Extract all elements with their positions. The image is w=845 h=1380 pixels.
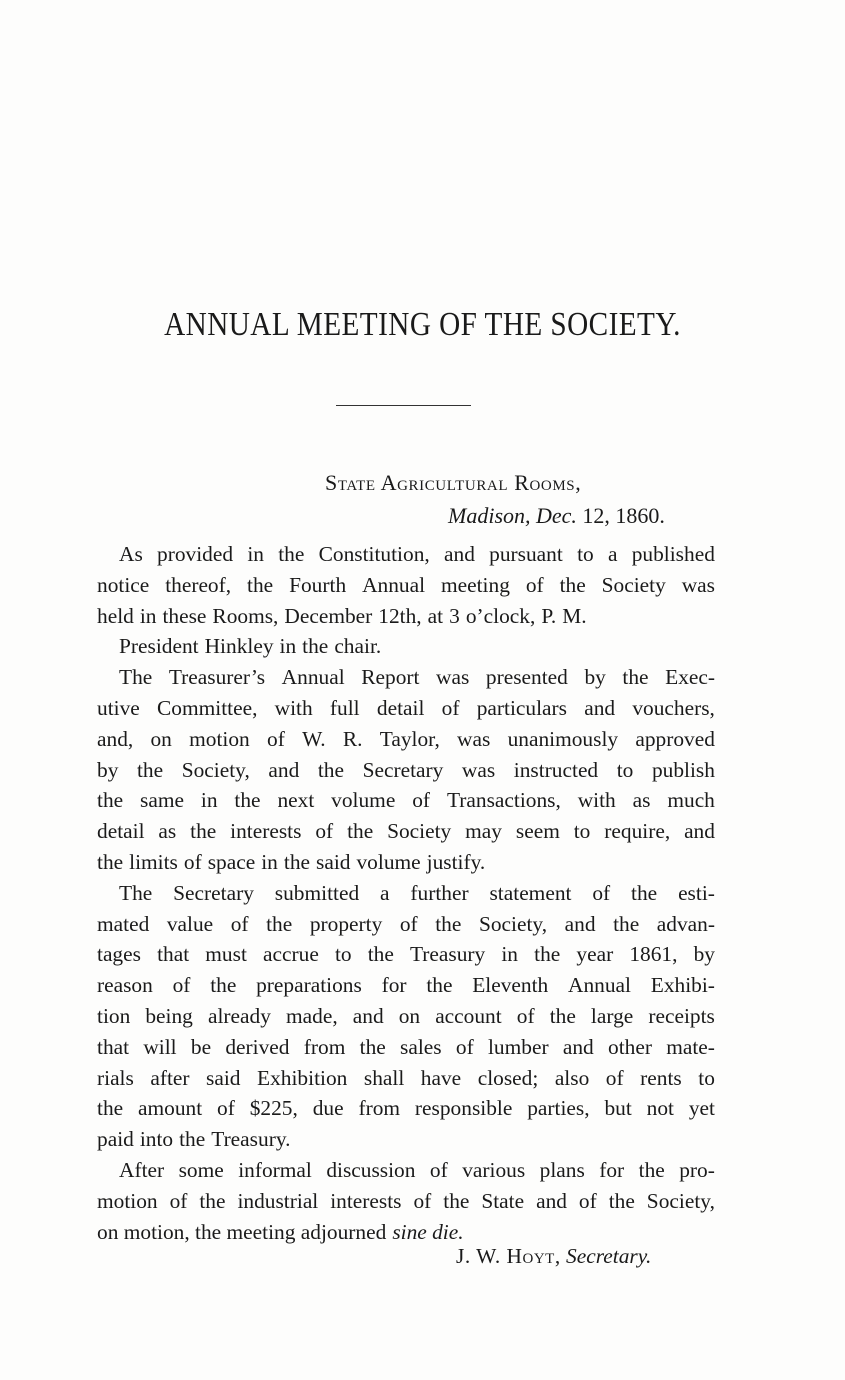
word: various <box>462 1157 526 1182</box>
word: Annual <box>281 665 345 690</box>
word: the <box>317 757 344 782</box>
word: and <box>564 911 596 936</box>
word: advan- <box>656 911 715 936</box>
word: mated <box>97 911 150 936</box>
word: full <box>329 695 360 720</box>
word: for <box>599 1157 625 1182</box>
word: amount <box>138 1096 203 1121</box>
word: interests <box>230 819 302 844</box>
word: After <box>119 1157 165 1182</box>
word: $225, <box>249 1096 298 1121</box>
word: 3 <box>449 603 460 628</box>
text-line <box>97 724 715 755</box>
word: Eleventh <box>472 973 549 998</box>
text-line <box>97 570 715 601</box>
word: informal <box>238 1157 312 1182</box>
word: the <box>234 788 261 813</box>
word: responsible <box>414 1096 513 1121</box>
word: shall <box>363 1065 405 1090</box>
word: pro- <box>679 1157 715 1182</box>
word: volume <box>331 788 396 813</box>
word: and <box>536 1188 567 1213</box>
word: the <box>136 757 164 782</box>
text-line <box>97 785 715 816</box>
word: the <box>347 819 374 844</box>
title-divider <box>336 405 471 406</box>
word: was <box>457 726 491 751</box>
word: of <box>429 1157 448 1182</box>
word: as <box>158 819 177 844</box>
signature-line <box>456 1244 651 1269</box>
word: will <box>143 1034 177 1059</box>
word: already <box>207 1003 271 1028</box>
word: W. <box>302 726 326 751</box>
word: R. <box>342 726 363 751</box>
word: detail <box>376 695 425 720</box>
word: that <box>157 942 190 967</box>
word: the <box>359 1034 386 1059</box>
word: motion <box>189 726 250 751</box>
word: motion <box>97 1188 158 1213</box>
word: held <box>97 603 134 628</box>
word: Fourth <box>289 572 347 597</box>
dateline-day-year: 12, 1860. <box>582 503 665 528</box>
word: and <box>684 819 715 844</box>
word: of <box>525 572 544 597</box>
word: State <box>481 1188 525 1213</box>
word: publish <box>651 757 715 782</box>
word: pursuant <box>489 542 563 566</box>
word: and <box>444 542 475 566</box>
word: justify. <box>426 849 486 874</box>
word: Exhibi- <box>650 973 715 998</box>
text-line <box>97 1186 715 1217</box>
page-title: ANNUAL MEETING OF THE SOCIETY. <box>164 306 681 343</box>
word: preparations <box>256 973 362 998</box>
word: have <box>420 1065 462 1090</box>
word: large <box>590 1003 634 1028</box>
text-line <box>97 631 715 662</box>
word: provided <box>157 542 234 566</box>
text-line <box>97 939 715 970</box>
word: of <box>455 1034 474 1059</box>
signature-title: Secretary. <box>566 1244 652 1268</box>
text-line <box>97 693 715 724</box>
word: be <box>190 1034 212 1059</box>
word: vouchers, <box>632 695 715 720</box>
word: to <box>573 819 591 844</box>
word: of <box>230 911 249 936</box>
word: with <box>274 695 313 720</box>
word: being <box>145 1003 193 1028</box>
word: from <box>303 1034 346 1059</box>
word: that <box>97 1034 130 1059</box>
text-line <box>97 662 715 693</box>
word: detail <box>97 819 145 844</box>
word: December <box>284 603 373 628</box>
word: account <box>435 1003 502 1028</box>
word: the <box>559 572 586 597</box>
word: some <box>178 1157 224 1182</box>
word: the <box>283 849 311 874</box>
word: Committee, <box>157 695 258 720</box>
word: Rooms, <box>212 603 279 628</box>
text-line <box>97 539 715 570</box>
text-line <box>97 816 715 847</box>
word: 12th, <box>378 603 422 628</box>
word: same <box>140 788 184 813</box>
word: a <box>607 542 618 566</box>
closing-italic: sine die. <box>392 1219 464 1244</box>
word: o’clock, <box>465 603 536 628</box>
word: but <box>604 1096 632 1121</box>
word: year <box>576 942 614 967</box>
word: tion <box>97 1003 131 1028</box>
word: the <box>97 788 124 813</box>
word: of <box>578 1188 597 1213</box>
word: parties, <box>527 1096 590 1121</box>
paragraph <box>97 1155 715 1247</box>
word: in <box>279 634 297 659</box>
word: The <box>119 880 153 905</box>
signature-name: J. W. Hoyt, <box>456 1244 561 1268</box>
word: after <box>150 1065 190 1090</box>
word: closed; <box>477 1065 539 1090</box>
word: the <box>435 911 462 936</box>
word: into <box>139 1127 174 1152</box>
word: presented <box>485 665 568 690</box>
word: made, <box>286 1003 338 1028</box>
word: further <box>410 880 469 905</box>
word: by <box>693 942 715 967</box>
word: Secretary <box>362 757 444 782</box>
word: space <box>207 849 256 874</box>
word: from <box>358 1096 401 1121</box>
word: Treasury. <box>211 1127 291 1152</box>
text-line <box>97 1124 715 1155</box>
dateline-place: State Agricultural Rooms, <box>325 470 582 495</box>
word: receipts <box>648 1003 715 1028</box>
word: on <box>398 1003 421 1028</box>
word: and <box>584 695 616 720</box>
word: seem <box>515 819 560 844</box>
paragraph <box>97 878 715 1155</box>
word: interests <box>330 1188 402 1213</box>
word: Society <box>387 819 452 844</box>
word: the <box>97 849 124 874</box>
word: other <box>608 1034 652 1059</box>
word: reason <box>97 973 153 998</box>
word: of <box>267 726 285 751</box>
word: the <box>631 880 658 905</box>
text-line <box>97 1093 715 1124</box>
word: also <box>554 1065 590 1090</box>
word: in <box>200 788 218 813</box>
dateline-date <box>448 503 665 529</box>
word: of <box>605 1065 624 1090</box>
dateline-month: Dec. <box>536 503 577 528</box>
text-line <box>97 755 715 786</box>
word: submitted <box>274 880 360 905</box>
word: the <box>443 1188 470 1213</box>
word: by <box>584 665 606 690</box>
word: Society, <box>478 911 548 936</box>
word: next <box>277 788 315 813</box>
word: 1861, <box>629 942 678 967</box>
word: with <box>577 788 616 813</box>
word: a <box>380 880 390 905</box>
word: particulars <box>476 695 567 720</box>
word: and <box>352 1003 384 1028</box>
paragraph <box>97 539 715 631</box>
word: to <box>334 942 352 967</box>
word: Treasury <box>409 942 486 967</box>
word: of <box>315 819 334 844</box>
word: of <box>592 880 611 905</box>
word: thereof, <box>165 572 232 597</box>
word: the <box>622 665 649 690</box>
word: of <box>217 1096 235 1121</box>
word: approved <box>635 726 715 751</box>
word: the <box>534 942 561 967</box>
word: volume <box>356 849 421 874</box>
text-line <box>97 1001 715 1032</box>
word: Treasurer’s <box>168 665 266 690</box>
word: Constitution, <box>318 542 430 566</box>
word: of <box>441 695 460 720</box>
word: by <box>97 757 119 782</box>
text-line <box>97 1032 715 1063</box>
word: accrue <box>263 942 319 967</box>
text-line <box>97 601 715 632</box>
word: P. <box>541 603 557 628</box>
word: require, <box>604 819 671 844</box>
word: rials <box>97 1065 134 1090</box>
word: the <box>426 973 453 998</box>
word: much <box>667 788 715 813</box>
word: the <box>179 1127 206 1152</box>
word: the <box>97 1096 124 1121</box>
word: the <box>613 911 640 936</box>
word: instructed <box>513 757 599 782</box>
word: the <box>302 634 329 659</box>
word: meeting <box>440 572 510 597</box>
paragraph <box>97 662 715 878</box>
word: on <box>150 726 172 751</box>
word: said <box>316 849 351 874</box>
paragraph <box>97 631 715 662</box>
word: at <box>427 603 444 628</box>
word: of <box>172 973 191 998</box>
word: value <box>166 911 214 936</box>
word: the <box>278 542 305 566</box>
word: must <box>205 942 247 967</box>
word: not <box>646 1096 674 1121</box>
word: paid <box>97 1127 134 1152</box>
word: and <box>562 1034 594 1059</box>
word: the <box>210 973 237 998</box>
word: mate- <box>666 1034 715 1059</box>
word: was <box>681 572 715 597</box>
word: was <box>461 757 496 782</box>
word: of <box>169 1188 188 1213</box>
word: esti- <box>678 880 715 905</box>
word: limits <box>129 849 178 874</box>
word: lumber <box>487 1034 549 1059</box>
text-line <box>97 1155 715 1186</box>
word: in <box>261 849 278 874</box>
word: Society <box>601 572 666 597</box>
word: Society, <box>646 1188 715 1213</box>
text-line <box>97 1217 715 1248</box>
word: utive <box>97 695 140 720</box>
word: to <box>577 542 594 566</box>
word: Report <box>361 665 420 690</box>
word: as <box>632 788 651 813</box>
word: Secretary <box>173 880 254 905</box>
word: of <box>516 1003 535 1028</box>
word: of <box>412 788 431 813</box>
word: and, <box>97 726 134 751</box>
word: The <box>119 665 153 690</box>
word: President <box>119 634 199 659</box>
word: yet <box>688 1096 715 1121</box>
word: published <box>631 542 715 566</box>
word: rents <box>640 1065 682 1090</box>
word: the <box>549 1003 576 1028</box>
text-line <box>97 909 715 940</box>
text-line <box>97 847 715 878</box>
minutes-body <box>97 539 715 1247</box>
word: unanimously <box>507 726 619 751</box>
text-line <box>97 970 715 1001</box>
word: was <box>436 665 470 690</box>
word: to <box>698 1065 715 1090</box>
word: and <box>268 757 300 782</box>
word: of <box>413 1188 432 1213</box>
word: tages <box>97 942 141 967</box>
word: As <box>119 542 143 566</box>
word: the <box>190 819 217 844</box>
word: plans <box>539 1157 585 1182</box>
word: sales <box>400 1034 442 1059</box>
word: may <box>465 819 502 844</box>
word: discussion <box>326 1157 416 1182</box>
text-line <box>97 1063 715 1094</box>
word: Taylor, <box>379 726 440 751</box>
word: Transactions, <box>446 788 561 813</box>
word: due <box>312 1096 344 1121</box>
word: the <box>638 1157 665 1182</box>
word: property <box>309 911 383 936</box>
word: in <box>139 603 157 628</box>
dateline-city: Madison, <box>448 503 531 528</box>
word: derived <box>225 1034 290 1059</box>
word: of <box>399 911 418 936</box>
text-line <box>97 878 715 909</box>
word: Society, <box>181 757 250 782</box>
word: industrial <box>237 1188 319 1213</box>
word: of <box>183 849 202 874</box>
word: in <box>247 542 264 566</box>
word: Exec- <box>665 665 715 690</box>
word: the <box>247 572 274 597</box>
word: in <box>501 942 518 967</box>
word: chair. <box>334 634 382 659</box>
word: to <box>616 757 634 782</box>
word: Exhibition <box>257 1065 348 1090</box>
word: the <box>367 942 394 967</box>
word: Annual <box>362 572 426 597</box>
word: notice <box>97 572 150 597</box>
closing-text: on motion, the meeting adjourned <box>97 1219 387 1244</box>
word: these <box>162 603 207 628</box>
word: the <box>199 1188 226 1213</box>
word: said <box>206 1065 241 1090</box>
word: M. <box>562 603 587 628</box>
word: statement <box>489 880 572 905</box>
word: the <box>608 1188 635 1213</box>
word: the <box>266 911 293 936</box>
word: Hinkley <box>204 634 274 659</box>
word: Annual <box>568 973 631 998</box>
word: for <box>381 973 407 998</box>
